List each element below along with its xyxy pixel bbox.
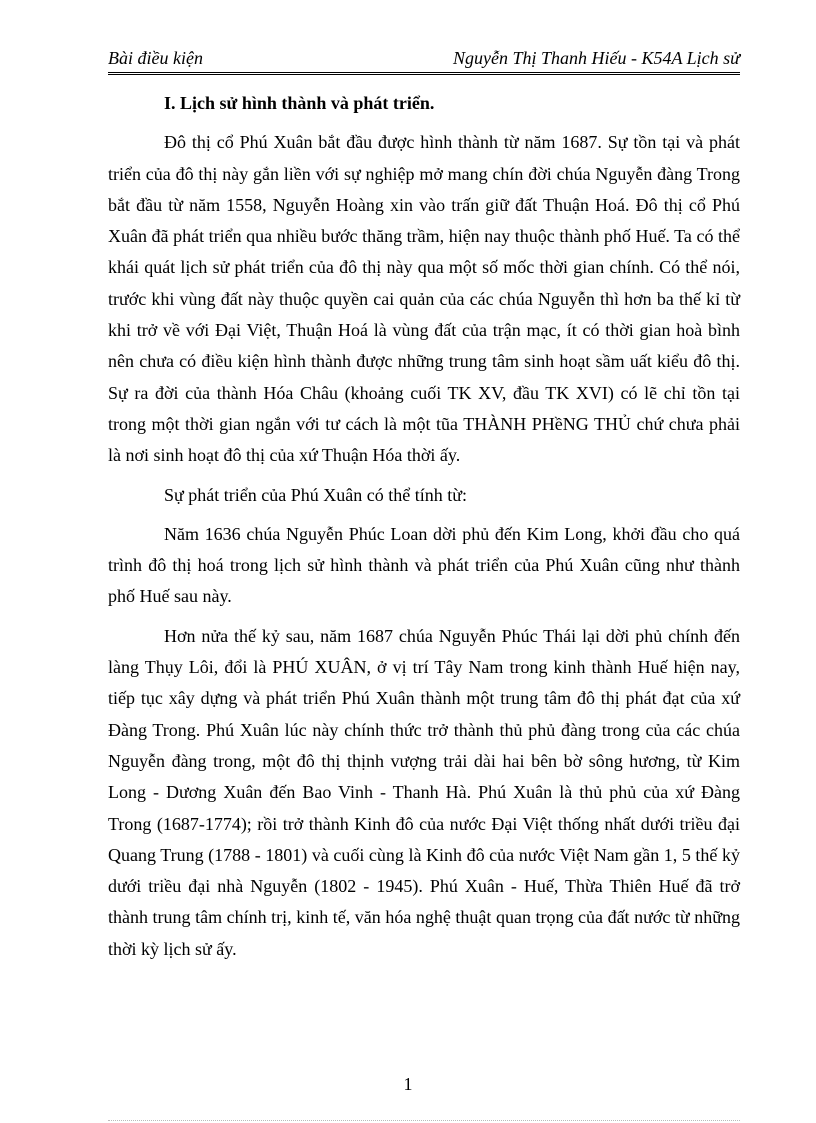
header-left-text: Bài điều kiện bbox=[108, 48, 203, 68]
paragraph-1687: Hơn nửa thế kỷ sau, năm 1687 chúa Nguyễn Phúc Thái lại dời phủ chính đến làng Thụy Lôi, đổi là PHÚ XUÂN, ở vị trí Tây Nam trong kinh thành Huế hiện nay, tiếp tục xây dựng và phát triển Phú Xuân thành một trung tâm đô thị phát đạt của xứ Đàng Trong. Phú Xuân lúc này chính thức trở thành thủ phủ đàng trong của các chúa Nguyễn đàng trong, một đô thị thịnh vượng trải dài hai bên bờ sông hương, từ Kim Long - Dương Xuân đến Bao Vinh - Thanh Hà. Phú Xuân là thủ phủ của xứ Đàng Trong (1687-1774); rồi trở thành Kinh đô của nước Đại Việt thống nhất dưới triều đại Quang Trung (1788 - 1801) và cuối cùng là Kinh đô của nước Việt Nam gần 1, 5 thế kỷ dưới triều đại nhà Nguyễn (1802 - 1945). Phú Xuân - Huế, Thừa Thiên Huế đã trở thành trung tâm chính trị, kinh tế, văn hóa nghệ thuật quan trọng của đất nước từ những thời kỳ lịch sử ấy. bbox=[108, 625, 740, 959]
page-header bbox=[108, 46, 740, 75]
document-body bbox=[108, 88, 740, 965]
section-heading: I. Lịch sử hình thành và phát triển. bbox=[164, 93, 435, 113]
paragraph-intro: Đô thị cổ Phú Xuân bắt đầu được hình thành từ năm 1687. Sự tồn tại và phát triển của đô thị này gắn liền với sự nghiệp mở mang chín đời chúa Nguyễn đàng Trong bắt đầu từ năm 1558, Nguyễn Hoàng xin vào trấn giữ đất Thuận Hoá. Đô thị cổ Phú Xuân đã phát triển qua nhiều bước thăng trầm, hiện nay thuộc thành phố Huế. Ta có thể khái quát lịch sử phát triển của đô thị này qua một số mốc thời gian chính. Có thể nói, trước khi vùng đất này thuộc quyền cai quản của các chúa Nguyễn thì hơn ba thế kỉ từ khi trở về với Đại Việt, Thuận Hoá là vùng đất của trận mạc, ít có thời gian hoà bình nên chưa có điều kiện hình thành được những trung tâm sinh hoạt sầm uất kiểu đô thị. Sự ra đời của thành Hóa Châu (khoảng cuối TK XV, đầu TK XVI) có lẽ chỉ tồn tại trong một thời gian ngắn với tư cách là một tũa THÀNH PHềNG THỦ chứ chưa phải là nơi sinh hoạt đô thị của xứ Thuận Hóa thời ấy. bbox=[108, 132, 740, 466]
paragraph-1636: Năm 1636 chúa Nguyễn Phúc Loan dời phủ đến Kim Long, khởi đầu cho quá trình đô thị hoá trong lịch sử hình thành và phát triển của Phú Xuân cũng như thành phố Huế sau này. bbox=[108, 523, 740, 607]
bottom-divider bbox=[108, 1120, 740, 1121]
paragraph-development-lead: Sự phát triển của Phú Xuân có thể tính từ: bbox=[164, 484, 467, 505]
page-number: 1 bbox=[403, 1074, 413, 1094]
header-right-text: Nguyễn Thị Thanh Hiếu - K54A Lịch sử bbox=[453, 48, 740, 68]
